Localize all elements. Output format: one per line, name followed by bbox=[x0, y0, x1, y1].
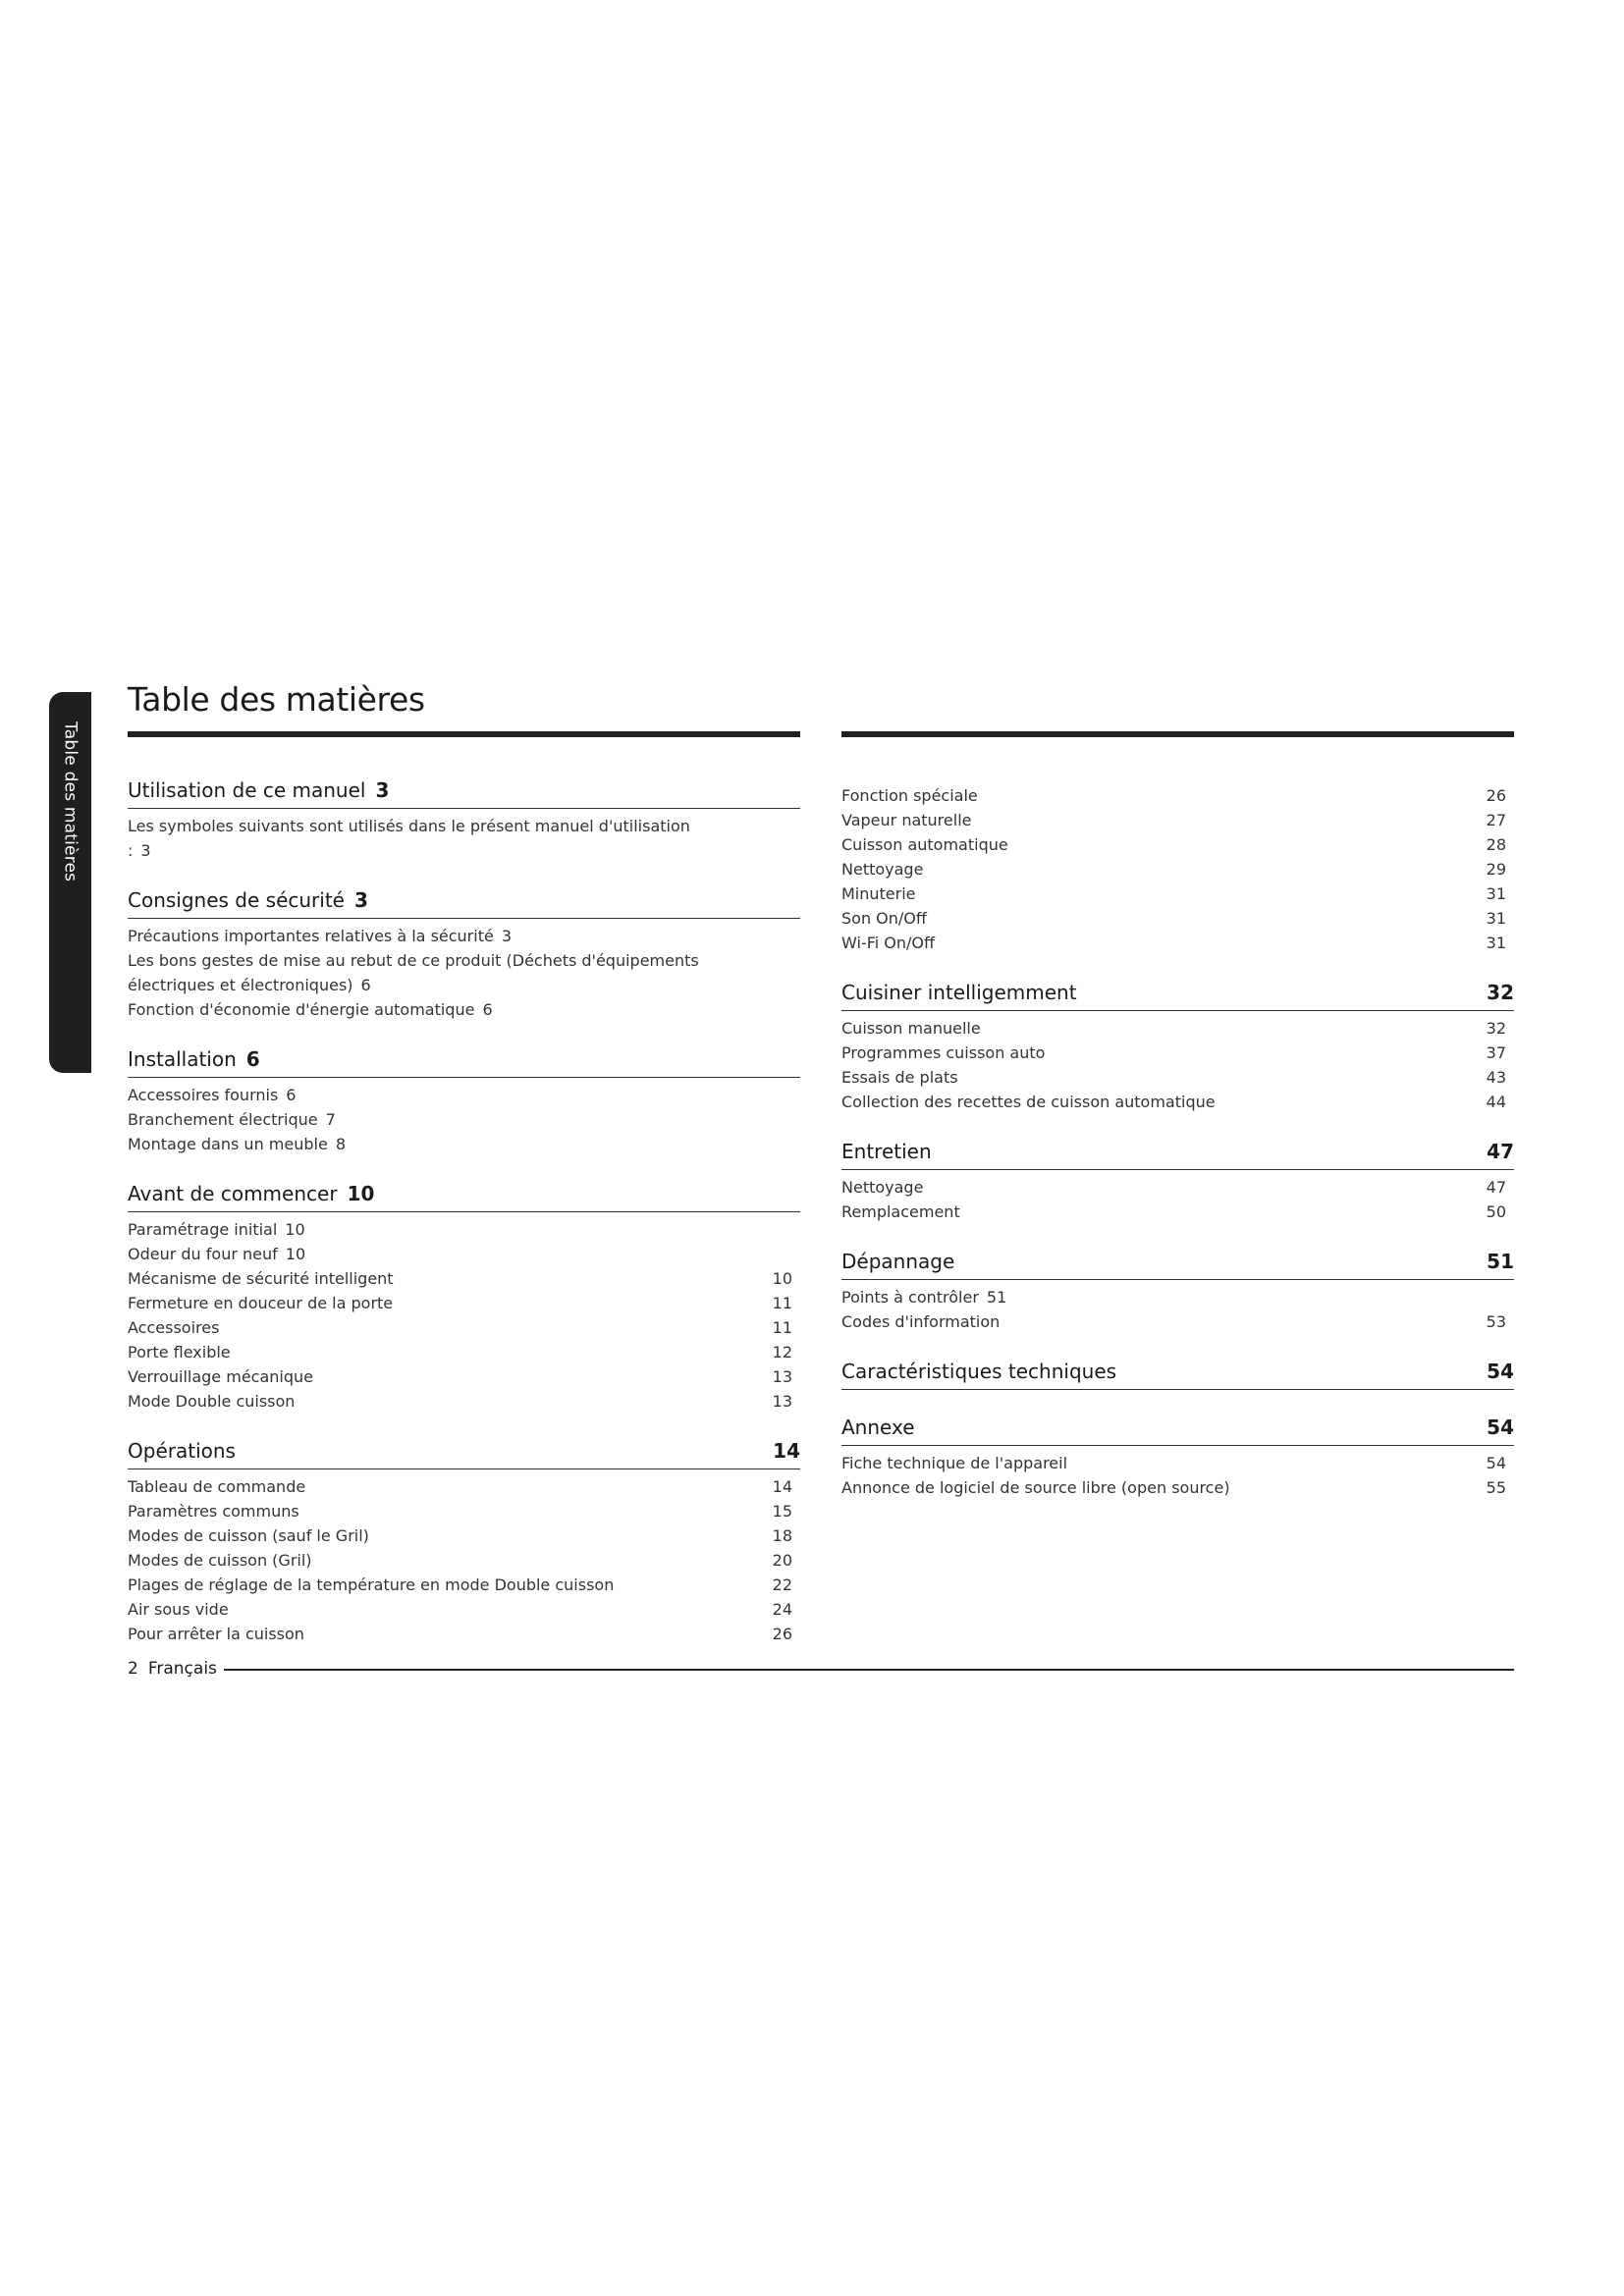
toc-item-label bbox=[128, 1389, 295, 1414]
toc-section-items bbox=[841, 1011, 1514, 1114]
toc-section bbox=[128, 1047, 800, 1156]
toc-item-page: 7 bbox=[325, 1110, 336, 1129]
toc-section-heading[interactable] bbox=[841, 1250, 1514, 1280]
toc-item-text: Fiche technique de l'appareil bbox=[841, 1454, 1068, 1472]
toc-section-heading[interactable] bbox=[841, 981, 1514, 1011]
toc-item[interactable] bbox=[128, 1474, 792, 1499]
left-column-body bbox=[128, 737, 800, 1646]
toc-item-label bbox=[128, 1217, 305, 1242]
toc-section-heading[interactable] bbox=[841, 1415, 1514, 1446]
toc-item-page: 6 bbox=[482, 1000, 493, 1019]
toc-section-items bbox=[128, 919, 800, 1022]
toc-section-items bbox=[841, 1170, 1514, 1224]
toc-item-label bbox=[128, 1107, 336, 1132]
right-column-body bbox=[841, 737, 1514, 1500]
toc-section-title-text: Installation bbox=[128, 1047, 237, 1071]
toc-item-label bbox=[128, 1622, 304, 1646]
toc-item-page: 31 bbox=[1486, 934, 1506, 952]
toc-item-label bbox=[841, 1285, 1006, 1309]
toc-item-label bbox=[841, 1090, 1216, 1114]
toc-section-title-text: Cuisiner intelligemment bbox=[841, 981, 1077, 1004]
toc-section-page: 47 bbox=[1487, 1140, 1514, 1163]
toc-item-label bbox=[128, 1597, 229, 1622]
toc-section-items bbox=[841, 1280, 1514, 1334]
toc-section-heading[interactable] bbox=[128, 1182, 800, 1212]
toc-item-page: 31 bbox=[1486, 909, 1506, 928]
toc-section-title-text: Annexe bbox=[841, 1415, 915, 1439]
toc-item[interactable] bbox=[841, 1285, 1506, 1309]
toc-item-page: 8 bbox=[335, 1135, 346, 1153]
toc-item-label bbox=[128, 997, 493, 1022]
footer-rule bbox=[224, 1669, 1514, 1671]
toc-item-label bbox=[128, 924, 512, 948]
toc-section-title-text: Dépannage bbox=[841, 1250, 955, 1273]
toc-item-page: 18 bbox=[772, 1526, 792, 1545]
toc-item-label bbox=[841, 1175, 923, 1200]
toc-item-label bbox=[841, 1475, 1230, 1500]
toc-item-page: 3 bbox=[140, 841, 151, 860]
toc-section-title bbox=[841, 1415, 915, 1439]
toc-item-label bbox=[128, 1266, 394, 1291]
toc-item[interactable] bbox=[128, 924, 792, 948]
toc-item[interactable] bbox=[128, 1389, 792, 1414]
toc-item-page: 44 bbox=[1486, 1093, 1506, 1111]
toc-item-label bbox=[841, 1200, 960, 1224]
toc-item-page: 11 bbox=[772, 1318, 792, 1337]
toc-item-text: Paramétrage initial bbox=[128, 1220, 278, 1239]
toc-item-text: Fermeture en douceur de la porte bbox=[128, 1294, 394, 1312]
toc-item[interactable] bbox=[841, 1475, 1506, 1500]
toc-item[interactable] bbox=[128, 814, 792, 863]
toc-item[interactable] bbox=[841, 1200, 1506, 1224]
toc-item[interactable] bbox=[841, 808, 1506, 832]
toc-item-label bbox=[841, 1309, 1000, 1334]
toc-item[interactable] bbox=[841, 1451, 1506, 1475]
toc-section-heading[interactable] bbox=[128, 778, 800, 809]
right-sections bbox=[841, 981, 1514, 1500]
toc-item-label bbox=[128, 1548, 312, 1573]
toc-section bbox=[128, 778, 800, 863]
toc-section-title bbox=[841, 1250, 954, 1273]
toc-section-page: 54 bbox=[1487, 1360, 1514, 1383]
toc-item-text: Paramètres communs bbox=[128, 1502, 299, 1521]
toc-item-text: Minuterie bbox=[841, 884, 916, 903]
toc-section bbox=[841, 1360, 1514, 1390]
toc-item-text: Modes de cuisson (Gril) bbox=[128, 1551, 312, 1570]
toc-item-text: Précautions importantes relatives à la sécurité bbox=[128, 927, 494, 945]
toc-item-page: 51 bbox=[986, 1288, 1007, 1307]
toc-item-label bbox=[841, 881, 916, 906]
toc-item-text: Montage dans un meuble bbox=[128, 1135, 328, 1153]
toc-item-label bbox=[841, 832, 1008, 857]
toc-section-title bbox=[841, 981, 1077, 1004]
toc-section-items bbox=[128, 1212, 800, 1414]
toc-section-page: 3 bbox=[375, 778, 390, 802]
toc-item[interactable] bbox=[128, 1242, 792, 1266]
toc-item-page: 22 bbox=[772, 1575, 792, 1594]
toc-item-page: 6 bbox=[360, 976, 371, 994]
toc-item[interactable] bbox=[128, 1523, 792, 1548]
toc-section-title-text: Avant de commencer bbox=[128, 1182, 338, 1205]
toc-item[interactable] bbox=[128, 1266, 792, 1291]
toc-item[interactable] bbox=[128, 1315, 792, 1340]
toc-item-label bbox=[841, 857, 923, 881]
toc-item-text: Wi-Fi On/Off bbox=[841, 934, 935, 952]
toc-section-page: 51 bbox=[1487, 1250, 1514, 1273]
toc-item-text: Fonction spéciale bbox=[841, 786, 978, 805]
toc-section bbox=[841, 1140, 1514, 1224]
toc-section bbox=[128, 1182, 800, 1414]
toc-item-label bbox=[128, 1364, 313, 1389]
toc-left-column bbox=[128, 731, 800, 1672]
toc-item-page: 43 bbox=[1486, 1068, 1506, 1087]
toc-item-text: Mode Double cuisson bbox=[128, 1392, 296, 1411]
toc-section-title-text: Consignes de sécurité bbox=[128, 888, 345, 912]
toc-item-page: 54 bbox=[1486, 1454, 1506, 1472]
toc-section-title-text: Utilisation de ce manuel bbox=[128, 778, 366, 802]
toc-item-page: 37 bbox=[1486, 1043, 1506, 1062]
toc-item-text: Nettoyage bbox=[841, 1178, 924, 1197]
toc-section-title-text: Entretien bbox=[841, 1140, 932, 1163]
toc-item-page: 53 bbox=[1486, 1312, 1506, 1331]
toc-item[interactable] bbox=[128, 948, 792, 997]
toc-item[interactable] bbox=[841, 783, 1506, 808]
toc-item-page: 13 bbox=[772, 1392, 792, 1411]
toc-item-page: 55 bbox=[1486, 1478, 1506, 1497]
toc-item-page: 6 bbox=[286, 1086, 297, 1104]
toc-item-text: Modes de cuisson (sauf le Gril) bbox=[128, 1526, 369, 1545]
toc-item-label bbox=[128, 1242, 305, 1266]
toc-item-page: 3 bbox=[501, 927, 513, 945]
toc-item-label bbox=[841, 1041, 1045, 1065]
toc-item-text: Branchement électrique bbox=[128, 1110, 318, 1129]
toc-item-text: Verrouillage mécanique bbox=[128, 1367, 313, 1386]
toc-section-title bbox=[128, 1182, 374, 1205]
toc-item[interactable] bbox=[128, 1597, 792, 1622]
toc-section-page: 32 bbox=[1487, 981, 1514, 1004]
toc-item-text: Remplacement bbox=[841, 1202, 960, 1221]
toc-item[interactable] bbox=[128, 1132, 792, 1156]
toc-item-label bbox=[841, 906, 927, 931]
toc-item[interactable] bbox=[128, 1622, 792, 1646]
toc-item-page: 11 bbox=[772, 1294, 792, 1312]
toc-item-label bbox=[128, 814, 717, 863]
toc-item-text: Air sous vide bbox=[128, 1600, 229, 1619]
toc-section bbox=[128, 888, 800, 1022]
toc-section-heading[interactable] bbox=[128, 1439, 800, 1469]
toc-section bbox=[128, 1439, 800, 1646]
toc-section-items bbox=[128, 809, 800, 863]
toc-section-page: 14 bbox=[773, 1439, 800, 1463]
toc-section-items bbox=[841, 1446, 1514, 1500]
toc-item-label bbox=[128, 1523, 369, 1548]
toc-item-page: 29 bbox=[1486, 860, 1506, 879]
toc-item[interactable] bbox=[841, 1065, 1506, 1090]
toc-section bbox=[841, 1250, 1514, 1334]
toc-item[interactable] bbox=[128, 1291, 792, 1315]
toc-item-page: 47 bbox=[1486, 1178, 1506, 1197]
toc-item-page: 27 bbox=[1486, 811, 1506, 829]
toc-item-text: Vapeur naturelle bbox=[841, 811, 972, 829]
toc-section-page: 6 bbox=[245, 1047, 260, 1071]
toc-item-label bbox=[128, 1340, 231, 1364]
toc-item-page: 26 bbox=[772, 1625, 792, 1643]
toc-section-heading[interactable] bbox=[841, 1360, 1514, 1390]
toc-item-page: 24 bbox=[772, 1600, 792, 1619]
toc-item-page: 50 bbox=[1486, 1202, 1506, 1221]
toc-item[interactable] bbox=[841, 832, 1506, 857]
toc-item[interactable] bbox=[841, 881, 1506, 906]
toc-section-heading[interactable] bbox=[841, 1140, 1514, 1170]
toc-item-label bbox=[841, 783, 978, 808]
toc-item[interactable] bbox=[128, 1107, 792, 1132]
toc-section-title bbox=[128, 888, 368, 912]
toc-item-page: 12 bbox=[772, 1343, 792, 1362]
toc-item-text: Points à contrôler bbox=[841, 1288, 979, 1307]
toc-section-title bbox=[128, 1047, 260, 1071]
toc-item[interactable] bbox=[128, 1217, 792, 1242]
toc-item-text: Annonce de logiciel de source libre (open source) bbox=[841, 1478, 1230, 1497]
toc-item-label bbox=[128, 1573, 614, 1597]
toc-item[interactable] bbox=[841, 1309, 1506, 1334]
toc-item-text: Accessoires fournis bbox=[128, 1086, 279, 1104]
toc-item-label bbox=[841, 808, 971, 832]
toc-item-text: Les symboles suivants sont utilisés dans le présent manuel d'utilisation : bbox=[128, 817, 690, 860]
toc-item-page: 10 bbox=[285, 1220, 305, 1239]
toc-section-title bbox=[841, 1140, 932, 1163]
toc-section bbox=[841, 981, 1514, 1114]
toc-section-title-text: Caractéristiques techniques bbox=[841, 1360, 1117, 1383]
toc-section-title-text: Opérations bbox=[128, 1439, 236, 1463]
page-title: Table des matières bbox=[128, 680, 425, 719]
toc-section-page: 3 bbox=[354, 888, 368, 912]
toc-section bbox=[841, 1415, 1514, 1500]
toc-item-page: 20 bbox=[772, 1551, 792, 1570]
toc-item-text: Nettoyage bbox=[841, 860, 924, 879]
toc-item-label bbox=[841, 1016, 981, 1041]
toc-item-text: Les bons gestes de mise au rebut de ce produit (Déchets d'équipements électriques et électroniques) bbox=[128, 951, 699, 994]
toc-item-text: Mécanisme de sécurité intelligent bbox=[128, 1269, 394, 1288]
toc-item-page: 10 bbox=[772, 1269, 792, 1288]
toc-item[interactable] bbox=[128, 1548, 792, 1573]
toc-section-heading[interactable] bbox=[128, 1047, 800, 1078]
toc-item-text: Programmes cuisson auto bbox=[841, 1043, 1046, 1062]
toc-item-label bbox=[128, 1474, 305, 1499]
toc-section-page: 54 bbox=[1487, 1415, 1514, 1439]
toc-item-text: Cuisson manuelle bbox=[841, 1019, 981, 1038]
toc-section-heading[interactable] bbox=[128, 888, 800, 919]
toc-item-text: Son On/Off bbox=[841, 909, 927, 928]
toc-item-text: Tableau de commande bbox=[128, 1477, 306, 1496]
toc-item-label bbox=[841, 931, 935, 955]
toc-section-title bbox=[128, 778, 389, 802]
toc-item-label bbox=[128, 1291, 393, 1315]
footer bbox=[128, 1659, 217, 1679]
toc-section-items bbox=[128, 1469, 800, 1646]
toc-item-text: Porte flexible bbox=[128, 1343, 231, 1362]
toc-item[interactable] bbox=[128, 1083, 792, 1107]
toc-item[interactable] bbox=[841, 1090, 1506, 1114]
toc-section-title bbox=[841, 1360, 1116, 1383]
toc-item-label bbox=[128, 948, 717, 997]
toc-item[interactable] bbox=[128, 1499, 792, 1523]
toc-item[interactable] bbox=[128, 1573, 792, 1597]
toc-item-page: 15 bbox=[772, 1502, 792, 1521]
toc-item-page: 10 bbox=[285, 1245, 306, 1263]
toc-item[interactable] bbox=[841, 857, 1506, 881]
toc-section-title bbox=[128, 1439, 236, 1463]
toc-item-text: Collection des recettes de cuisson automatique bbox=[841, 1093, 1216, 1111]
toc-item-text: Essais de plats bbox=[841, 1068, 958, 1087]
toc-item-label bbox=[128, 1315, 219, 1340]
toc-section-items bbox=[128, 1078, 800, 1156]
toc-item-page: 31 bbox=[1486, 884, 1506, 903]
toc-item-page: 32 bbox=[1486, 1019, 1506, 1038]
toc-item-text: Cuisson automatique bbox=[841, 835, 1008, 854]
footer-page-number: 2 bbox=[128, 1659, 138, 1679]
toc-item-label bbox=[128, 1083, 296, 1107]
toc-section-page: 10 bbox=[347, 1182, 375, 1205]
toc-item-text: Pour arrêter la cuisson bbox=[128, 1625, 304, 1643]
toc-item[interactable] bbox=[128, 1340, 792, 1364]
toc-item-text: Fonction d'économie d'énergie automatique bbox=[128, 1000, 475, 1019]
toc-item-page: 13 bbox=[772, 1367, 792, 1386]
toc-item-page: 14 bbox=[772, 1477, 792, 1496]
side-tab bbox=[49, 692, 91, 1073]
toc-item-label bbox=[841, 1451, 1067, 1475]
toc-item-text: Accessoires bbox=[128, 1318, 220, 1337]
toc-item-label bbox=[841, 1065, 958, 1090]
toc-item[interactable] bbox=[128, 997, 792, 1022]
side-tab-label: Table des matières bbox=[60, 721, 81, 882]
toc-item-page: 28 bbox=[1486, 835, 1506, 854]
toc-item[interactable] bbox=[841, 1175, 1506, 1200]
toc-item[interactable] bbox=[841, 931, 1506, 955]
toc-item-text: Codes d'information bbox=[841, 1312, 1001, 1331]
toc-item[interactable] bbox=[841, 906, 1506, 931]
toc-item[interactable] bbox=[128, 1364, 792, 1389]
toc-right-column bbox=[841, 731, 1514, 1525]
toc-item-label bbox=[128, 1132, 346, 1156]
toc-item[interactable] bbox=[841, 1016, 1506, 1041]
footer-language: Français bbox=[147, 1659, 217, 1679]
toc-item[interactable] bbox=[841, 1041, 1506, 1065]
toc-item-page: 26 bbox=[1486, 786, 1506, 805]
toc-item-text: Odeur du four neuf bbox=[128, 1245, 278, 1263]
toc-item-text: Plages de réglage de la température en mode Double cuisson bbox=[128, 1575, 615, 1594]
right-leading-list bbox=[841, 778, 1514, 955]
toc-item-label bbox=[128, 1499, 299, 1523]
